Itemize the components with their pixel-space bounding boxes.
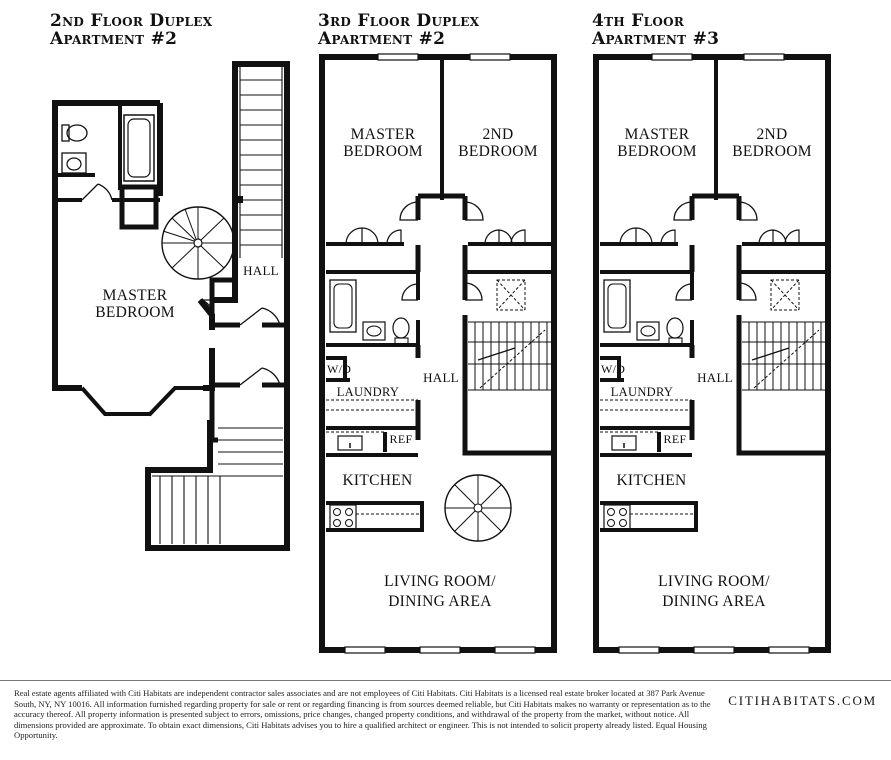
- floor-4-hall-label: HALL: [697, 370, 733, 385]
- floor-3-laundry-label: LAUNDRY: [336, 385, 400, 399]
- floor-4-wd-label: W/D: [601, 362, 626, 376]
- floor-3-bath-walls: [326, 272, 418, 345]
- floor-3-title: [318, 12, 479, 48]
- floor-3-sink: [363, 322, 385, 340]
- floor-2-title: [50, 12, 212, 48]
- floor-3-second-bedroom-label: 2ND BEDROOM: [458, 126, 538, 160]
- floor-3-closet-doors: [346, 228, 525, 244]
- floor-3-toilet: [393, 318, 409, 338]
- floor-4-title: [592, 12, 719, 48]
- floor-3-kitchen-label: KITCHEN: [342, 472, 413, 489]
- footer-divider: [0, 680, 891, 681]
- floor-4-second-bedroom-label: 2ND BEDROOM: [732, 126, 812, 160]
- floor-4-kitchen-label: KITCHEN: [616, 472, 687, 489]
- floor-2-hall-label: HALL: [243, 263, 279, 278]
- floor-2-stair-bottom: [152, 428, 283, 544]
- floor-4-toilet: [667, 318, 683, 338]
- floor-4-sink: [637, 322, 659, 340]
- floor-4-ref-label: REF: [663, 432, 687, 446]
- floor-4-closet-doors: [620, 228, 799, 244]
- floor-2-title-line1: 2nd Floor Duplex: [50, 11, 213, 31]
- floor-2-bedroom-walls: [55, 103, 240, 388]
- floor-2-bay-window: [82, 388, 203, 414]
- floor-2-master-bedroom-label: MASTER BEDROOM: [95, 287, 175, 321]
- floor-4-living-label: LIVING ROOM/ DINING AREA: [658, 573, 770, 610]
- floor-2-title-line2: Apartment #2: [50, 29, 178, 49]
- floor-4-master-bedroom-label: MASTER BEDROOM: [617, 126, 697, 160]
- floor-3-title-line1: 3rd Floor Duplex: [318, 11, 480, 31]
- floor-4-title-line1: 4th Floor: [592, 11, 685, 31]
- floor-4-laundry-label: LAUNDRY: [610, 385, 674, 399]
- floor-4-bath-walls: [600, 272, 692, 345]
- citihabitats-logo[interactable]: CITIHABITATS.COM: [728, 693, 877, 708]
- floor-4-title-line2: Apartment #3: [592, 29, 720, 49]
- floor-3-wd-label: W/D: [327, 362, 352, 376]
- floor-2-closet: [122, 187, 156, 227]
- floor-2-stair-top: [240, 66, 282, 258]
- disclaimer-text: Real estate agents affiliated with Citi Habitats are independent contractor sales associates and are not employees of Citi Habitats. Citi Habitats is a licensed real estate broker located at 387 Park Avenue South, NY, NY 10016. All information furnished regarding property for sale or rent or regarding financing is from sources deemed reliable, but Citi Habitats makes no warranty or representation as to the accuracy thereof. All property information is presented subject to errors, omissions, price changes, changed property conditions, and withdrawal of the property from the market, without notice. All dimensions provided are approximate. To obtain exact dimensions, Citi Habitats advises you to hire a qualified architect or engineer. This is not intended to solicit property already listed. Equal Housing Opportunity.: [14, 688, 711, 741]
- floor-3-master-bedroom-label: MASTER BEDROOM: [343, 126, 423, 160]
- floor-3-stair: [468, 280, 551, 390]
- floor-4-stair: [742, 280, 825, 390]
- floor-3-ref-label: REF: [389, 432, 413, 446]
- floor-2-toilet: [62, 125, 69, 141]
- floor-3-hall-label: HALL: [423, 370, 459, 385]
- floor-3-title-line2: Apartment #2: [318, 29, 446, 49]
- floor-3-living-label: LIVING ROOM/ DINING AREA: [384, 573, 496, 610]
